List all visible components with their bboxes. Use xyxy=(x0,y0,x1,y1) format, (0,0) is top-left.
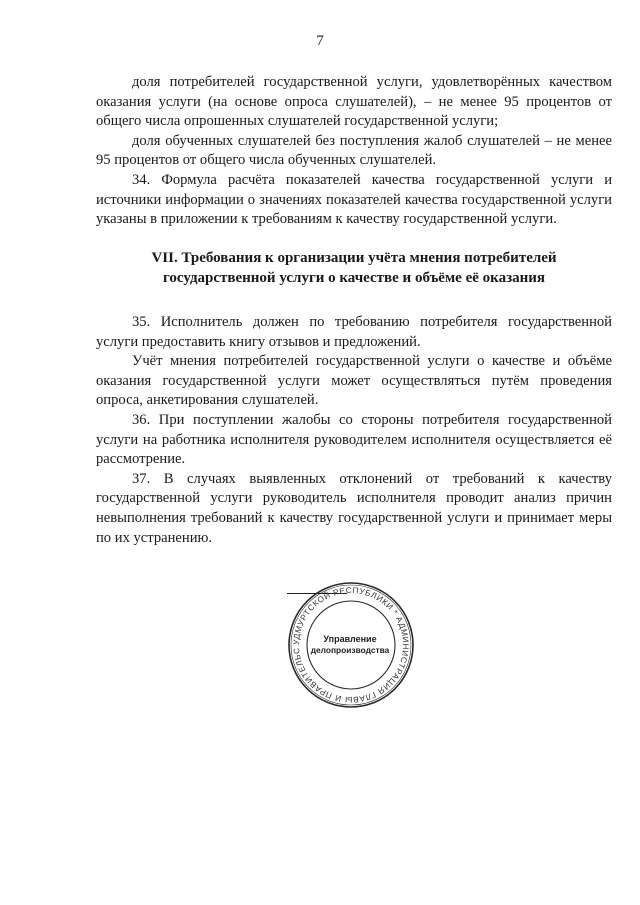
page-number: 7 xyxy=(316,33,324,49)
paragraph: Учёт мнения потребителей государственной услуги о качестве и объёме оказания государственной услуги может осуществляться путём проведения опроса, анкетирования слушателей. xyxy=(96,353,612,409)
section-heading-line: VII. Требования к организации учёта мнения потребителей xyxy=(151,250,557,266)
paragraph: доля потребителей государственной услуги, удовлетворённых качеством оказания услуги (на основе опроса слушателей), – не менее 95 процентов от общего числа опрошенных слушателей государственной услуги; xyxy=(96,74,612,130)
section-quality-indicators xyxy=(96,73,612,230)
stamp-seal-icon xyxy=(286,580,416,710)
official-stamp xyxy=(286,580,416,710)
stamp-center-line1: Управление xyxy=(323,634,377,644)
section-consumer-feedback xyxy=(96,313,612,548)
stamp-ring-text-path: УДМУРТСКОЙ РЕСПУБЛИКИ * АДМИНИСТРАЦИЯ ГЛАВЫ И ПРАВИТЕЛЬС xyxy=(291,585,411,705)
paragraph: 36. При поступлении жалобы со стороны потребителя государственной услуги на работника исполнителя руководителем исполнителя осуществляется её рассмотрение. xyxy=(96,411,612,468)
paragraph: доля обученных слушателей без поступления жалоб слушателей – не менее 95 процентов от общего числа обученных слушателей. xyxy=(96,132,612,169)
stamp-center-line2: делопроизводства xyxy=(310,645,390,655)
paragraph: 37. В случаях выявленных отклонений от требований к качеству государственной услуги руководитель исполнителя проводит анализ причин невыполнения требований к качеству государственной услуги и принимает меры по их устранению. xyxy=(96,470,612,546)
paragraph: 35. Исполнитель должен по требованию потребителя государственной услуги предоставить книгу отзывов и предложений. xyxy=(96,314,612,350)
section-heading-line: государственной услуги о качестве и объёме её оказания xyxy=(162,270,546,286)
section-heading xyxy=(96,248,612,288)
paragraph: 34. Формула расчёта показателей качества государственной услуги и источники информации о значениях показателей качества государственной услуги указаны в приложении к требованиям к качеству государственной услуги. xyxy=(96,171,612,228)
